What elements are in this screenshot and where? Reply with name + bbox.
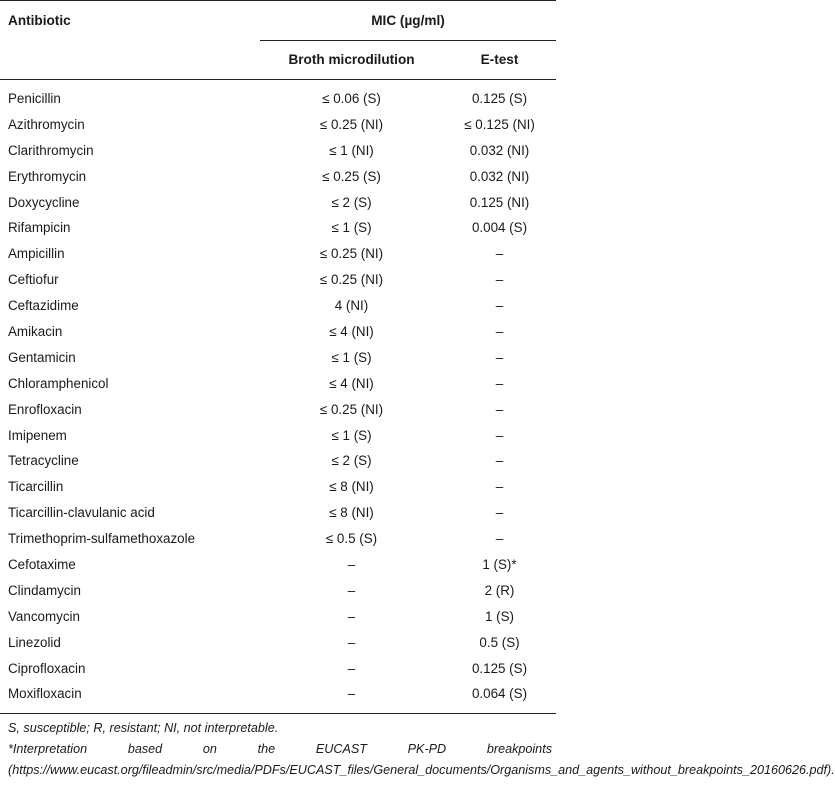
table-row <box>0 112 556 138</box>
etest-cell: – <box>495 323 504 339</box>
antibiotic-name-cell: Imipenem <box>8 427 67 443</box>
antibiotic-name-cell: Ampicillin <box>8 246 65 262</box>
broth-microdilution-cell: – <box>347 660 356 676</box>
etest-cell: 0.125 (S) <box>471 90 528 106</box>
antibiotic-name-cell: Linezolid <box>8 634 61 650</box>
table-row <box>0 164 556 190</box>
table-row <box>0 190 556 216</box>
table-row <box>0 656 556 682</box>
antibiotic-name-cell: Penicillin <box>8 90 61 106</box>
table-row <box>0 319 556 345</box>
antibiotic-name-cell: Rifampicin <box>8 220 71 236</box>
table-row <box>0 267 556 293</box>
etest-cell: ≤ 0.125 (NI) <box>464 116 535 132</box>
etest-cell: 0.064 (S) <box>471 686 528 702</box>
header-row-1 <box>0 1 556 41</box>
broth-microdilution-cell: – <box>347 582 356 598</box>
table-row <box>0 215 556 241</box>
table-row <box>0 526 556 552</box>
table-row <box>0 423 556 449</box>
footnote-legend: S, susceptible; R, resistant; NI, not interpretable. <box>8 721 279 735</box>
antibiotic-name-cell: Ticarcillin-clavulanic acid <box>8 505 155 521</box>
broth-microdilution-cell: ≤ 8 (NI) <box>329 479 374 495</box>
table-header <box>0 1 556 80</box>
broth-microdilution-cell: ≤ 0.25 (NI) <box>319 116 384 132</box>
broth-microdilution-cell: ≤ 1 (S) <box>331 220 372 236</box>
broth-microdilution-cell: ≤ 1 (S) <box>331 427 372 443</box>
table-row <box>0 345 556 371</box>
table-body <box>0 80 556 714</box>
broth-microdilution-cell: – <box>347 608 356 624</box>
header-antibiotic: Antibiotic <box>8 13 71 28</box>
broth-microdilution-cell: ≤ 1 (NI) <box>329 142 374 158</box>
header-broth-microdilution: Broth microdilution <box>288 52 415 67</box>
antibiotic-name-cell: Doxycycline <box>8 194 80 210</box>
etest-cell: 1 (S)* <box>482 556 517 572</box>
broth-microdilution-cell: ≤ 4 (NI) <box>329 375 374 391</box>
antibiotic-name-cell: Azithromycin <box>8 116 85 132</box>
broth-microdilution-cell: 4 (NI) <box>334 298 369 314</box>
table-row <box>0 500 556 526</box>
etest-cell: 0.5 (S) <box>479 634 520 650</box>
etest-cell: – <box>495 531 504 547</box>
etest-cell: 0.125 (NI) <box>469 194 530 210</box>
broth-microdilution-cell: ≤ 0.25 (NI) <box>319 246 384 262</box>
broth-microdilution-cell: – <box>347 634 356 650</box>
etest-cell: 0.032 (NI) <box>469 168 530 184</box>
antibiotic-name-cell: Cefotaxime <box>8 556 76 572</box>
etest-cell: – <box>495 479 504 495</box>
broth-microdilution-cell: ≤ 1 (S) <box>331 349 372 365</box>
table-row <box>0 681 556 713</box>
table-row <box>0 293 556 319</box>
antibiotic-name-cell: Tetracycline <box>8 453 79 469</box>
footnote-interpretation: *Interpretation based on the EUCAST PK-PD breakpoints (https://www.eucast.org/fileadmin/src/media/PDFs/EUCAST_files/General_documents/Organisms_and_agents_without_breakpoints_20160626.pdf). <box>8 742 835 777</box>
table-row <box>0 397 556 423</box>
etest-cell: 0.125 (S) <box>471 660 528 676</box>
broth-microdilution-cell: ≤ 0.06 (S) <box>322 90 381 106</box>
antibiotic-name-cell: Clindamycin <box>8 582 81 598</box>
etest-cell: – <box>495 375 504 391</box>
table-row <box>0 604 556 630</box>
antibiotic-name-cell: Chloramphenicol <box>8 375 109 391</box>
etest-cell: – <box>495 401 504 417</box>
antibiotic-name-cell: Erythromycin <box>8 168 87 184</box>
etest-cell: 0.004 (S) <box>471 220 528 236</box>
etest-cell: – <box>495 298 504 314</box>
antibiotic-name-cell: Gentamicin <box>8 349 76 365</box>
etest-cell: – <box>495 246 504 262</box>
antibiotic-name-cell: Ceftazidime <box>8 298 79 314</box>
antibiotic-name-cell: Vancomycin <box>8 608 80 624</box>
header-mic: MIC (µg/ml) <box>260 1 556 41</box>
broth-microdilution-cell: ≤ 2 (S) <box>331 453 372 469</box>
broth-microdilution-cell: ≤ 0.5 (S) <box>325 531 378 547</box>
antibiotic-name-cell: Ceftiofur <box>8 272 59 288</box>
antibiotic-name-cell: Ticarcillin <box>8 479 64 495</box>
table-row <box>0 474 556 500</box>
antibiotic-name-cell: Enrofloxacin <box>8 401 82 417</box>
etest-cell: – <box>495 453 504 469</box>
etest-cell: – <box>495 505 504 521</box>
broth-microdilution-cell: – <box>347 686 356 702</box>
etest-cell: – <box>495 349 504 365</box>
table-row <box>0 138 556 164</box>
table-row <box>0 578 556 604</box>
etest-cell: 2 (R) <box>484 582 515 598</box>
antibiotic-name-cell: Ciprofloxacin <box>8 660 86 676</box>
broth-microdilution-cell: ≤ 4 (NI) <box>329 323 374 339</box>
broth-microdilution-cell: ≤ 0.25 (NI) <box>319 272 384 288</box>
etest-cell: – <box>495 272 504 288</box>
etest-cell: 1 (S) <box>484 608 515 624</box>
table-row <box>0 371 556 397</box>
antibiotic-name-cell: Clarithromycin <box>8 142 94 158</box>
header-etest: E-test <box>480 52 519 67</box>
antibiotic-name-cell: Moxifloxacin <box>8 686 82 702</box>
broth-microdilution-cell: ≤ 0.25 (NI) <box>319 401 384 417</box>
footnotes <box>8 718 835 781</box>
etest-cell: – <box>495 427 504 443</box>
antibiotic-name-cell: Trimethoprim-sulfamethoxazole <box>8 531 196 547</box>
broth-microdilution-cell: ≤ 8 (NI) <box>329 505 374 521</box>
table-row <box>0 448 556 474</box>
table-row <box>0 552 556 578</box>
broth-microdilution-cell: – <box>347 556 356 572</box>
etest-cell: 0.032 (NI) <box>469 142 530 158</box>
antibiotic-name-cell: Amikacin <box>8 323 63 339</box>
table-row <box>0 80 556 112</box>
broth-microdilution-cell: ≤ 0.25 (S) <box>322 168 381 184</box>
broth-microdilution-cell: ≤ 2 (S) <box>331 194 372 210</box>
table-row <box>0 241 556 267</box>
table-row <box>0 630 556 656</box>
